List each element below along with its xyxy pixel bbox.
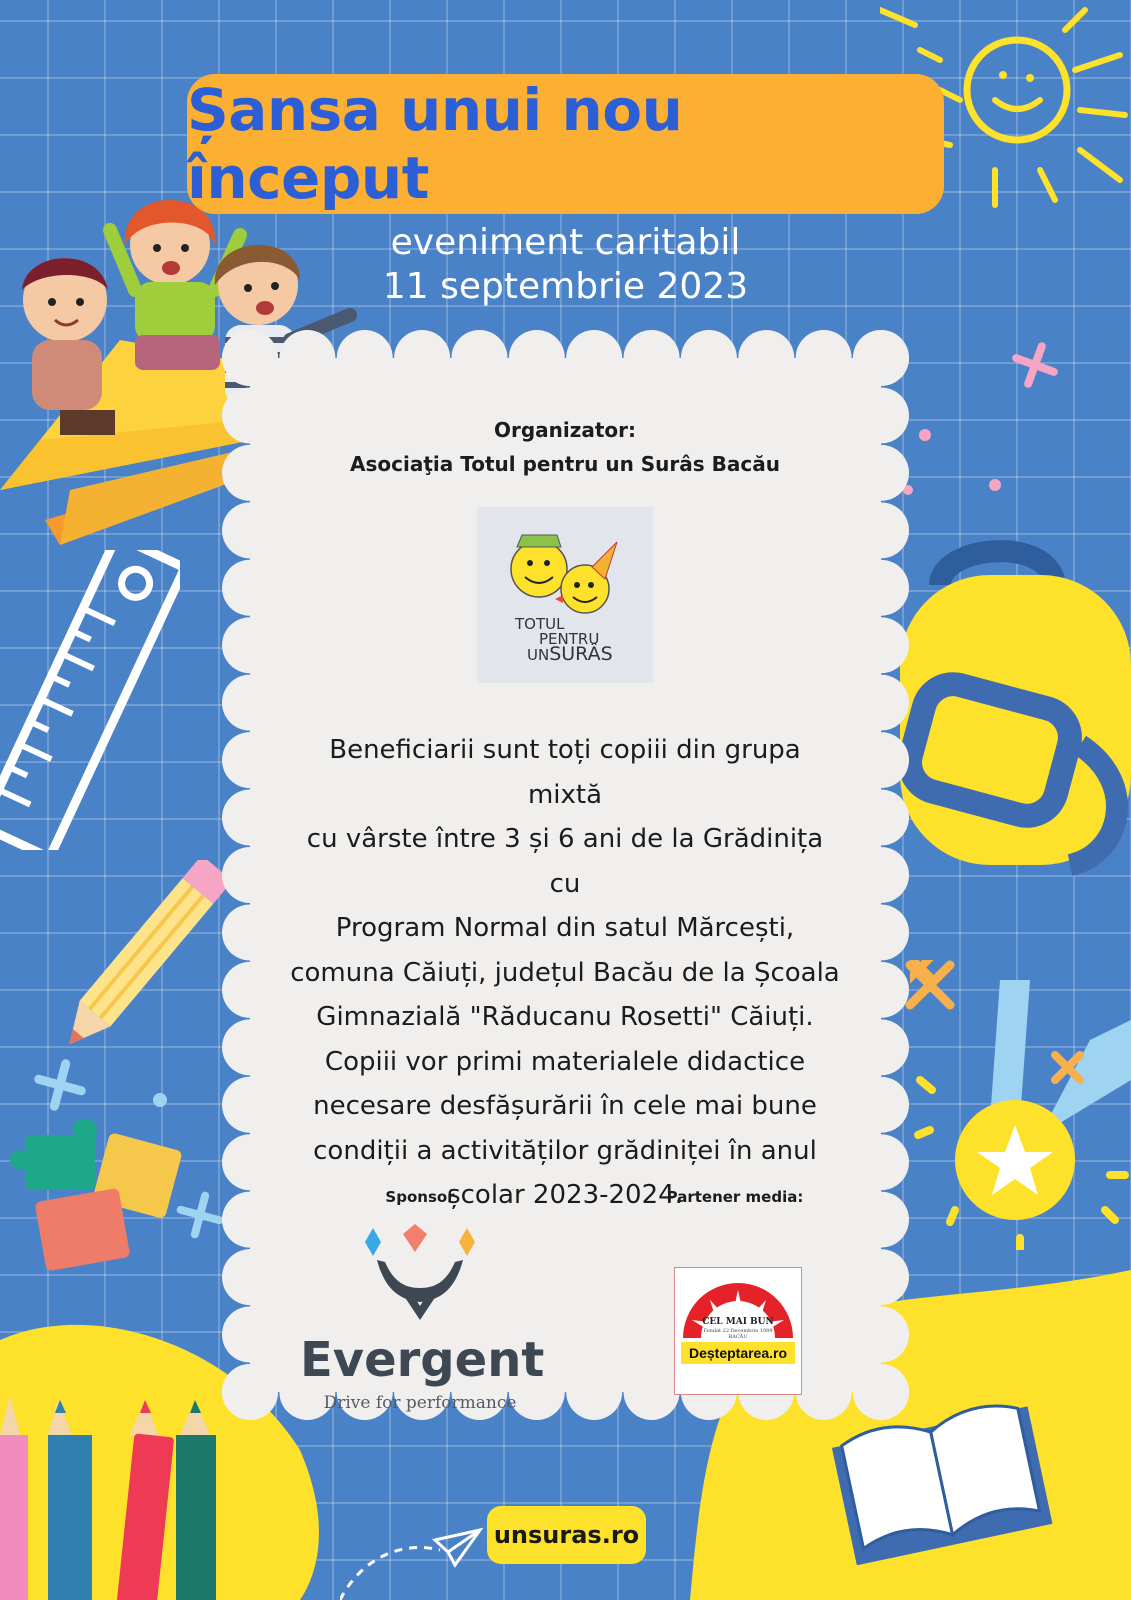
description-line: comuna Căiuți, județul Bacău de la Școala [290, 957, 840, 988]
media-partner-logo-name-bar [681, 1342, 795, 1364]
ruler-icon [0, 550, 180, 850]
description-line: Program Normal din satul Mărcești, [335, 913, 795, 943]
description-line: Beneficiarii sunt toți copiii din grupa mixtă [329, 735, 801, 810]
media-partner-logo [674, 1267, 802, 1395]
sponsor-name: Evergent [300, 1332, 545, 1388]
event-type: eveniment caritabil [390, 222, 741, 263]
sponsor-tagline: Drive for performance [323, 1393, 517, 1413]
event-description [290, 728, 840, 1218]
paper-plane-trail-icon [340, 1520, 490, 1600]
organizer-label: Organizator: [493, 418, 637, 442]
evergent-logo-icon [355, 1220, 485, 1330]
organizer-logo-wordmark: TOTUL PENTRU UNSURÂS [515, 615, 613, 665]
dots-decoration-icon [900, 410, 1010, 500]
description-line: condiții a activităților grădiniței în anul [313, 1135, 817, 1166]
description-line: cu vârste între 3 și 6 ani de la Grădinița cu [306, 824, 824, 899]
media-partner-logo-city: BACĂU [728, 1334, 748, 1340]
colored-pencils-icon [0, 1395, 220, 1600]
description-line: școlar 2023-2024. [447, 1180, 683, 1210]
media-partner-logo-top: CEL MAI BUN [702, 1317, 774, 1327]
media-partner-logo-founded: Fondat 22 Decembrie 1989 [703, 1328, 773, 1334]
cross-decoration-icon [900, 955, 960, 1015]
description-line: Copiii vor primi materialele didactice [324, 1046, 806, 1077]
organizer-name: Asociaţia Totul pentru un Surâs Bacău [350, 452, 780, 476]
description-line: necesare desfășurării în cele mai bune [313, 1091, 817, 1121]
event-title: Șansa unui nou început [187, 76, 683, 212]
sponsor-label: Sponsor [385, 1188, 455, 1206]
cross-decoration-icon [30, 1055, 90, 1115]
website-link[interactable]: unsuras.ro [493, 1521, 640, 1549]
media-partner-label: Partener media: [666, 1188, 804, 1206]
website-badge[interactable] [487, 1506, 646, 1564]
media-partner-logo-name: Deșteptarea.ro [688, 1345, 788, 1361]
pencil-icon [40, 860, 240, 1060]
event-date: 11 septembrie 2023 [382, 266, 749, 307]
backpack-icon [880, 525, 1131, 885]
cross-decoration-icon [175, 1190, 225, 1240]
dot-decoration-icon [150, 1090, 170, 1110]
organizer-logo [477, 507, 653, 683]
cross-decoration-icon [1010, 340, 1060, 390]
title-banner [187, 74, 944, 214]
description-line: Gimnazială "Răducanu Rosetti" Căiuți. [316, 1002, 814, 1032]
